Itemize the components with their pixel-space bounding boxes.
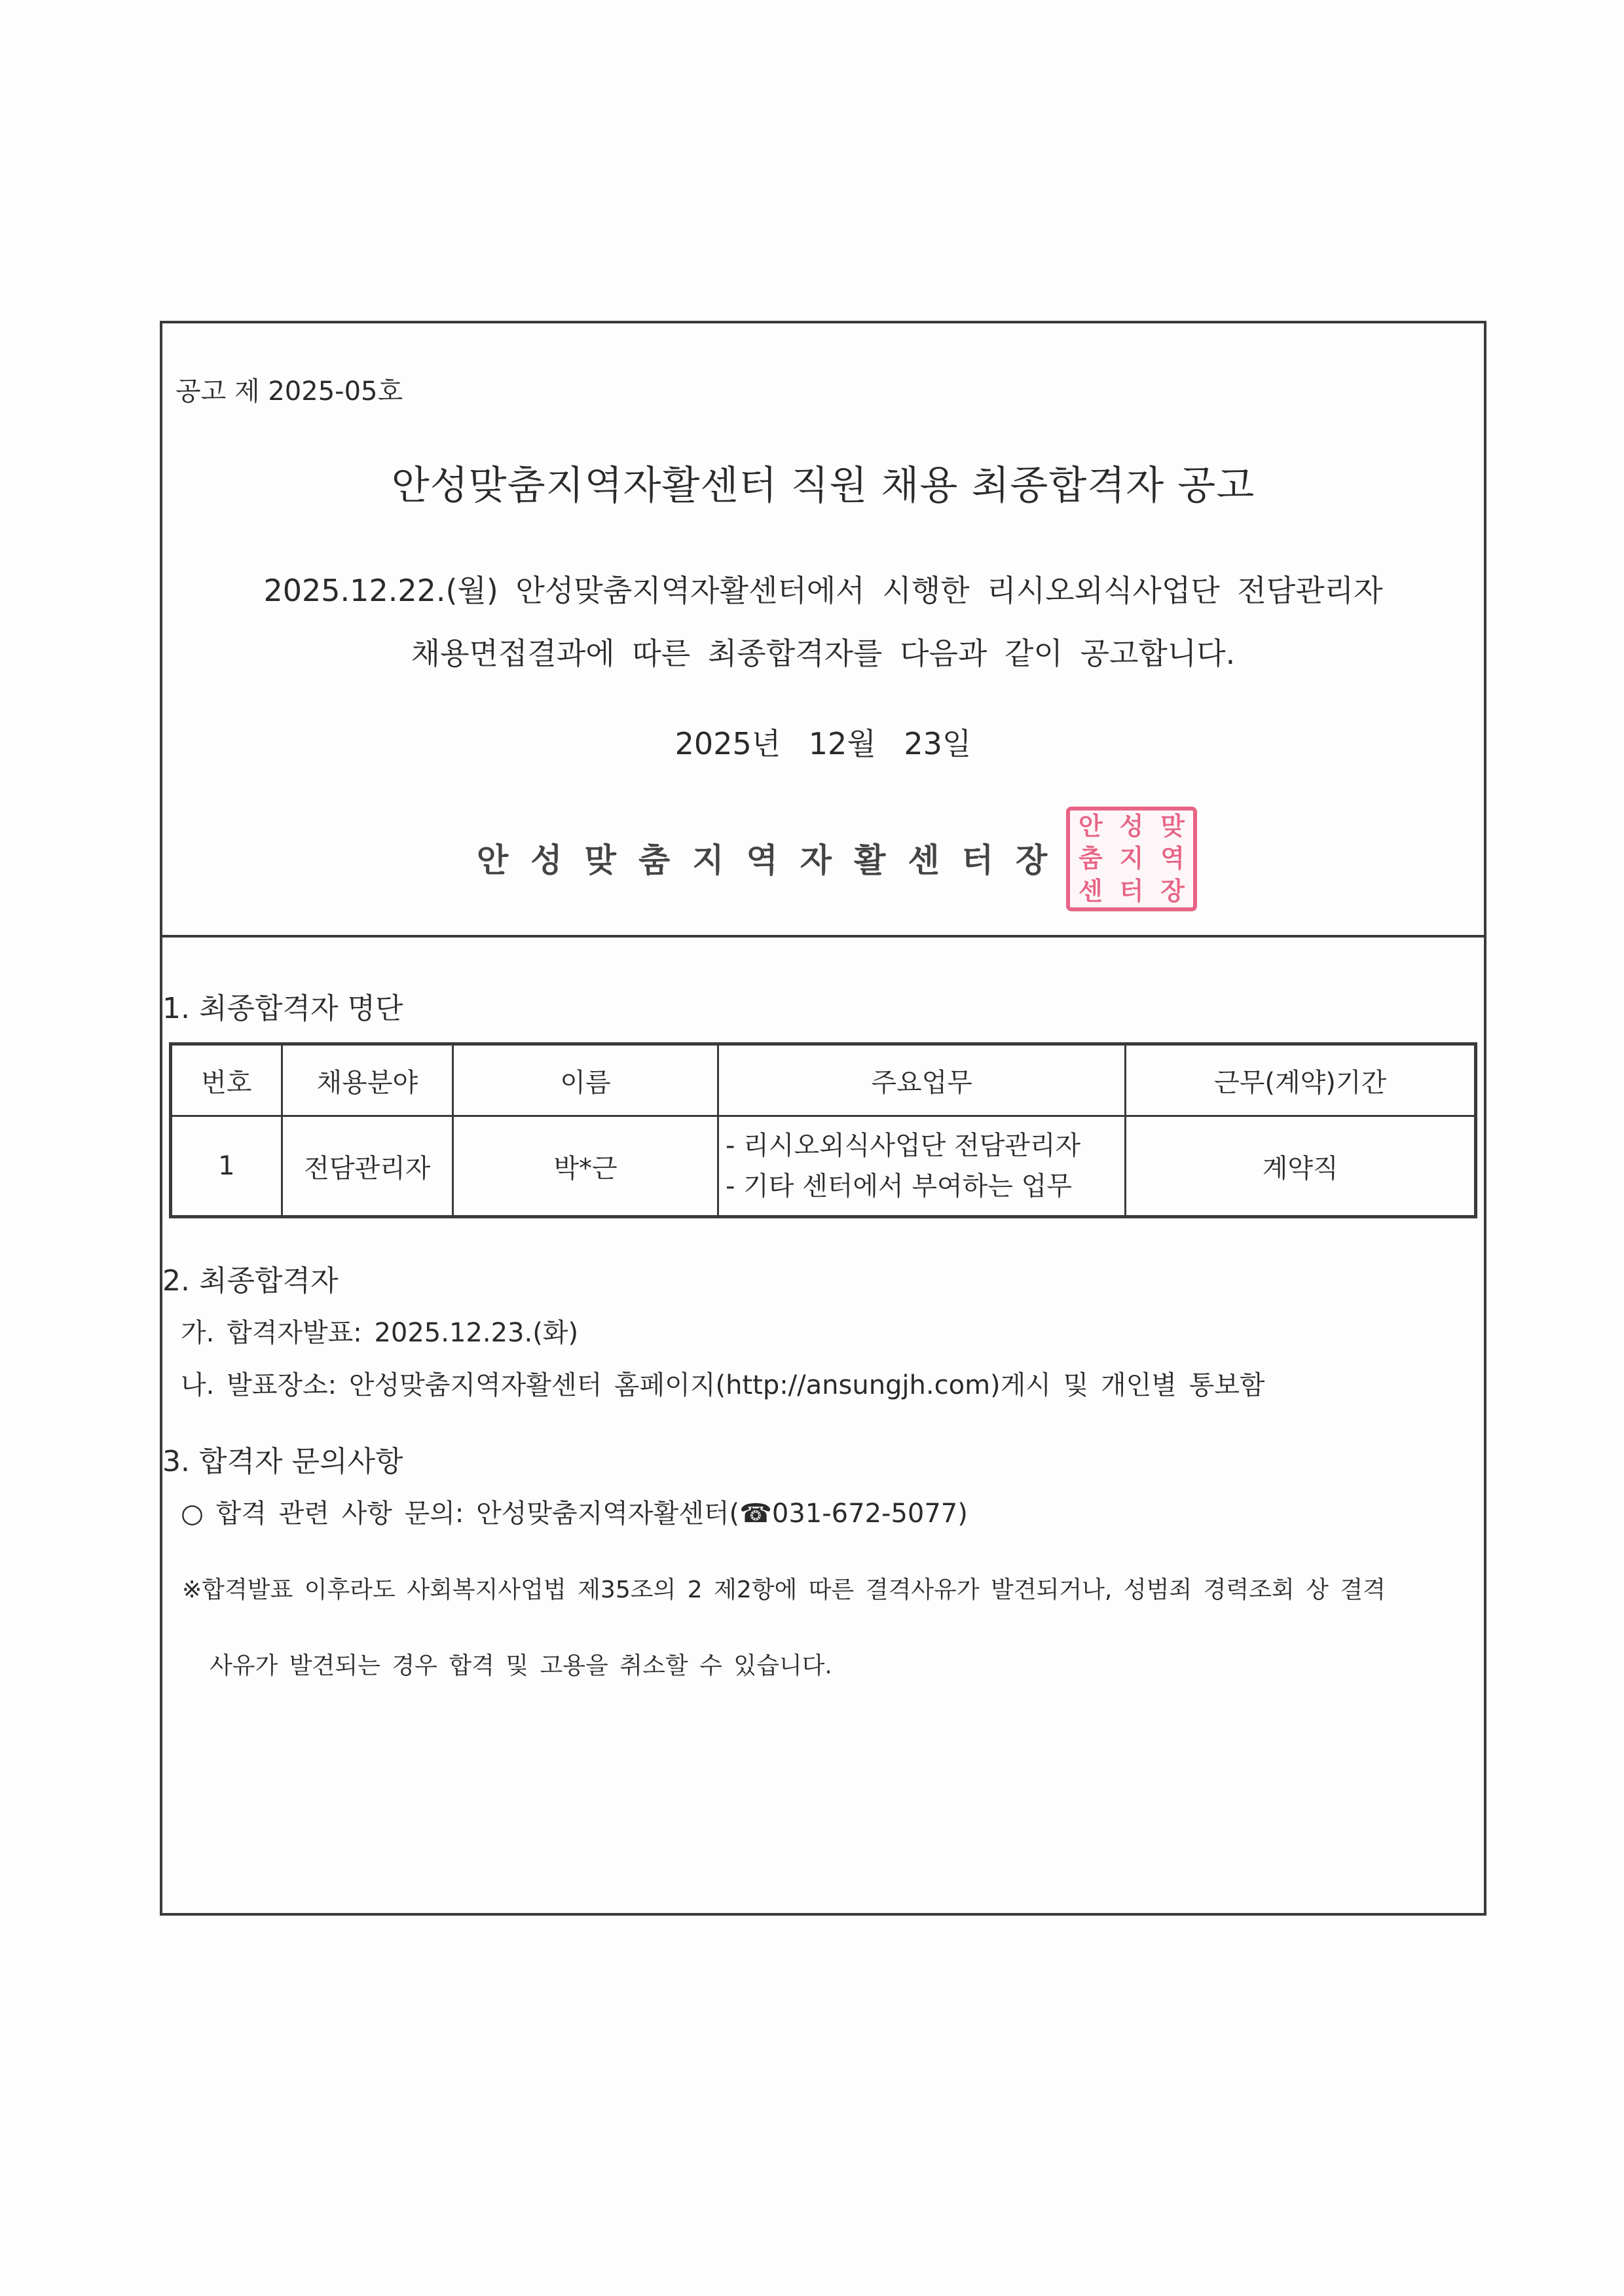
disclaimer-line-2: 사유가 발견되는 경우 합격 및 고용을 취소할 수 있습니다. [210,1652,832,1679]
announcement-date-line: 가. 합격자발표: 2025.12.23.(화) [181,1318,579,1348]
cell-duties [718,1116,1125,1217]
seal-glyph: 장 [1160,876,1185,905]
seal-glyph: 터 [1119,876,1144,905]
duty-line-1: - 리시오외식사업단 전담관리자 [725,1131,1081,1161]
seal-glyph: 안 [1078,812,1103,841]
column-header-field: 채용분야 [282,1044,452,1116]
intro-line-2: 채용면접결과에 따른 최종합격자를 다음과 같이 공고합니다. [411,636,1236,671]
cell-name: 박*근 [453,1116,718,1217]
official-seal [1066,807,1197,911]
page-title: 안성맞춤지역자활센터 직원 채용 최종합격자 공고 [391,463,1255,509]
section-divider [162,935,1484,938]
notice-number: 공고 제 2025-05호 [175,376,403,407]
duty-line-2: - 기타 센터에서 부여하는 업무 [725,1171,1072,1201]
seal-glyph: 역 [1160,844,1185,873]
seal-glyph: 센 [1078,876,1103,905]
column-header-no: 번호 [171,1044,282,1116]
column-header-name: 이름 [453,1044,718,1116]
cell-period: 계약직 [1126,1116,1476,1217]
section-3-heading: 3. 합격자 문의사항 [162,1445,403,1478]
cell-field: 전담관리자 [282,1116,452,1217]
intro-line-1: 2025.12.22.(월) 안성맞춤지역자활센터에서 시행한 리시오외식사업단 전담관리자 [263,573,1383,608]
column-header-duties: 주요업무 [718,1044,1125,1116]
disclaimer-line-1: ※합격발표 이후라도 사회복지사업법 제35조의 2 제2항에 따른 결격사유가 발견되거나, 성범죄 경력조회 상 결격 [182,1576,1386,1603]
section-1-heading: 1. 최종합격자 명단 [162,992,403,1025]
announcement-place-line: 나. 발표장소: 안성맞춤지역자활센터 홈페이지(http://ansungjh.com)게시 및 개인별 통보함 [181,1370,1265,1400]
inquiry-line: ○ 합격 관련 사항 문의: 안성맞춤지역자활센터(☎031-672-5077) [181,1499,968,1529]
table-row [171,1116,1476,1217]
table-header-row [171,1044,1476,1116]
seal-glyph: 지 [1119,844,1144,873]
intro-text [162,559,1484,685]
seal-glyph: 성 [1119,812,1144,841]
seal-glyph: 춤 [1078,844,1103,873]
seal-glyph: 맞 [1160,812,1185,841]
cell-no: 1 [171,1116,282,1217]
column-header-period: 근무(계약)기간 [1126,1044,1476,1116]
section-2-heading: 2. 최종합격자 [162,1264,339,1298]
notice-date: 2025년 12월 23일 [674,726,972,761]
organization-name: 안성맞춤지역자활센터장 [477,841,1070,879]
notice-frame [160,321,1486,1916]
results-table [169,1042,1477,1218]
